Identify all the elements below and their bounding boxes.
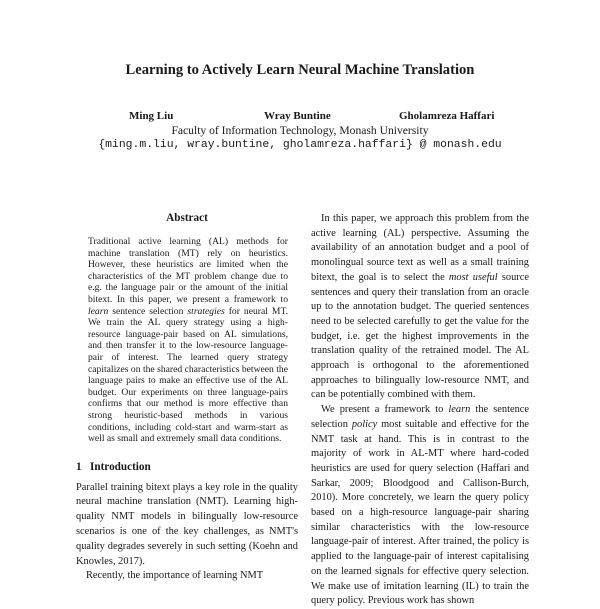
- body-paragraph: We present a framework to learn the sentence selection policy most suitable and effective for the NMT task at hand. This is in contrast to the majority of work in AL-MT where hard-coded heuristics are used for query selection (Haffari and Sarkar, 2009; Bloodgood and Callison-Burch, 2010). More concretely, we learn the query policy based on a high-resource language-pair sharing similar characteristics with the low-resource language-pair of interest. After trained, the policy is applied to the language-pair of interest capitalising on the learned signals for effective query selection. We make use of imitation learning (IL) to train the query policy. Previous work has shown: [311, 404, 530, 607]
- affiliation: Faculty of Information Technology, Monash University: [171, 124, 429, 137]
- intro-paragraph: Parallel training bitext plays a key role in the quality neural machine translation (NMT). Learning high-quality NMT models in bilingually low-resource scenarios is one of the key challenges, as NMT's quality degrades severely in such setting (Koehn and Knowles, 2017).: [76, 481, 298, 567]
- author-name: Ming Liu: [129, 110, 174, 122]
- left-column: [76, 212, 298, 584]
- body-paragraph: In this paper, we approach this problem from the active learning (AL) perspective. Assuming the availability of an annotation budget and a pool of monolingual source text as well as a small training bitext, the goal is to select the most useful source sentences and query their translation from an oracle up to the annotation budget. The queried sentences need to be selected carefully to get the value for the budget, i.e. get the highest improvements in the translation quality of the retrained model. The AL approach is orthogonal to the aforementioned approaches to bilingually low-resource NMT, and can be potentially combined with them.: [311, 213, 529, 401]
- abstract-heading: Abstract: [166, 212, 208, 224]
- author-name: Gholamreza Haffari: [399, 110, 495, 122]
- author-emails: {ming.m.liu, wray.buntine, gholamreza.haffari} @ monash.edu: [98, 139, 502, 151]
- abstract-text: Traditional active learning (AL) methods for machine translation (MT) rely on heuristics. However, these heuristics are limited when the characteristics of the MT problem change due to e.g. the language pair or the amount of the initial bitext. In this paper, we present a framework to learn sentence selection strategies for neural MT. We train the AL query strategy using a high-resource language-pair based on AL simulations, and then transfer it to the low-resource language-pair of interest. The learned query strategy capitalizes on the shared characteristics between the language pairs to make an effective use of the AL budget. Our experiments on three language-pairs confirms that our method is more effective than strong heuristic-based methods in various conditions, including cold-start and warm-start as well as small and extremely small data conditions.: [88, 236, 288, 445]
- intro-paragraph: Recently, the importance of learning NMT: [86, 570, 264, 582]
- author-name: Wray Buntine: [264, 110, 331, 122]
- section-heading-introduction: 1 Introduction: [76, 460, 151, 473]
- paper-title: Learning to Actively Learn Neural Machine Translation: [125, 62, 475, 78]
- right-column: [311, 212, 529, 609]
